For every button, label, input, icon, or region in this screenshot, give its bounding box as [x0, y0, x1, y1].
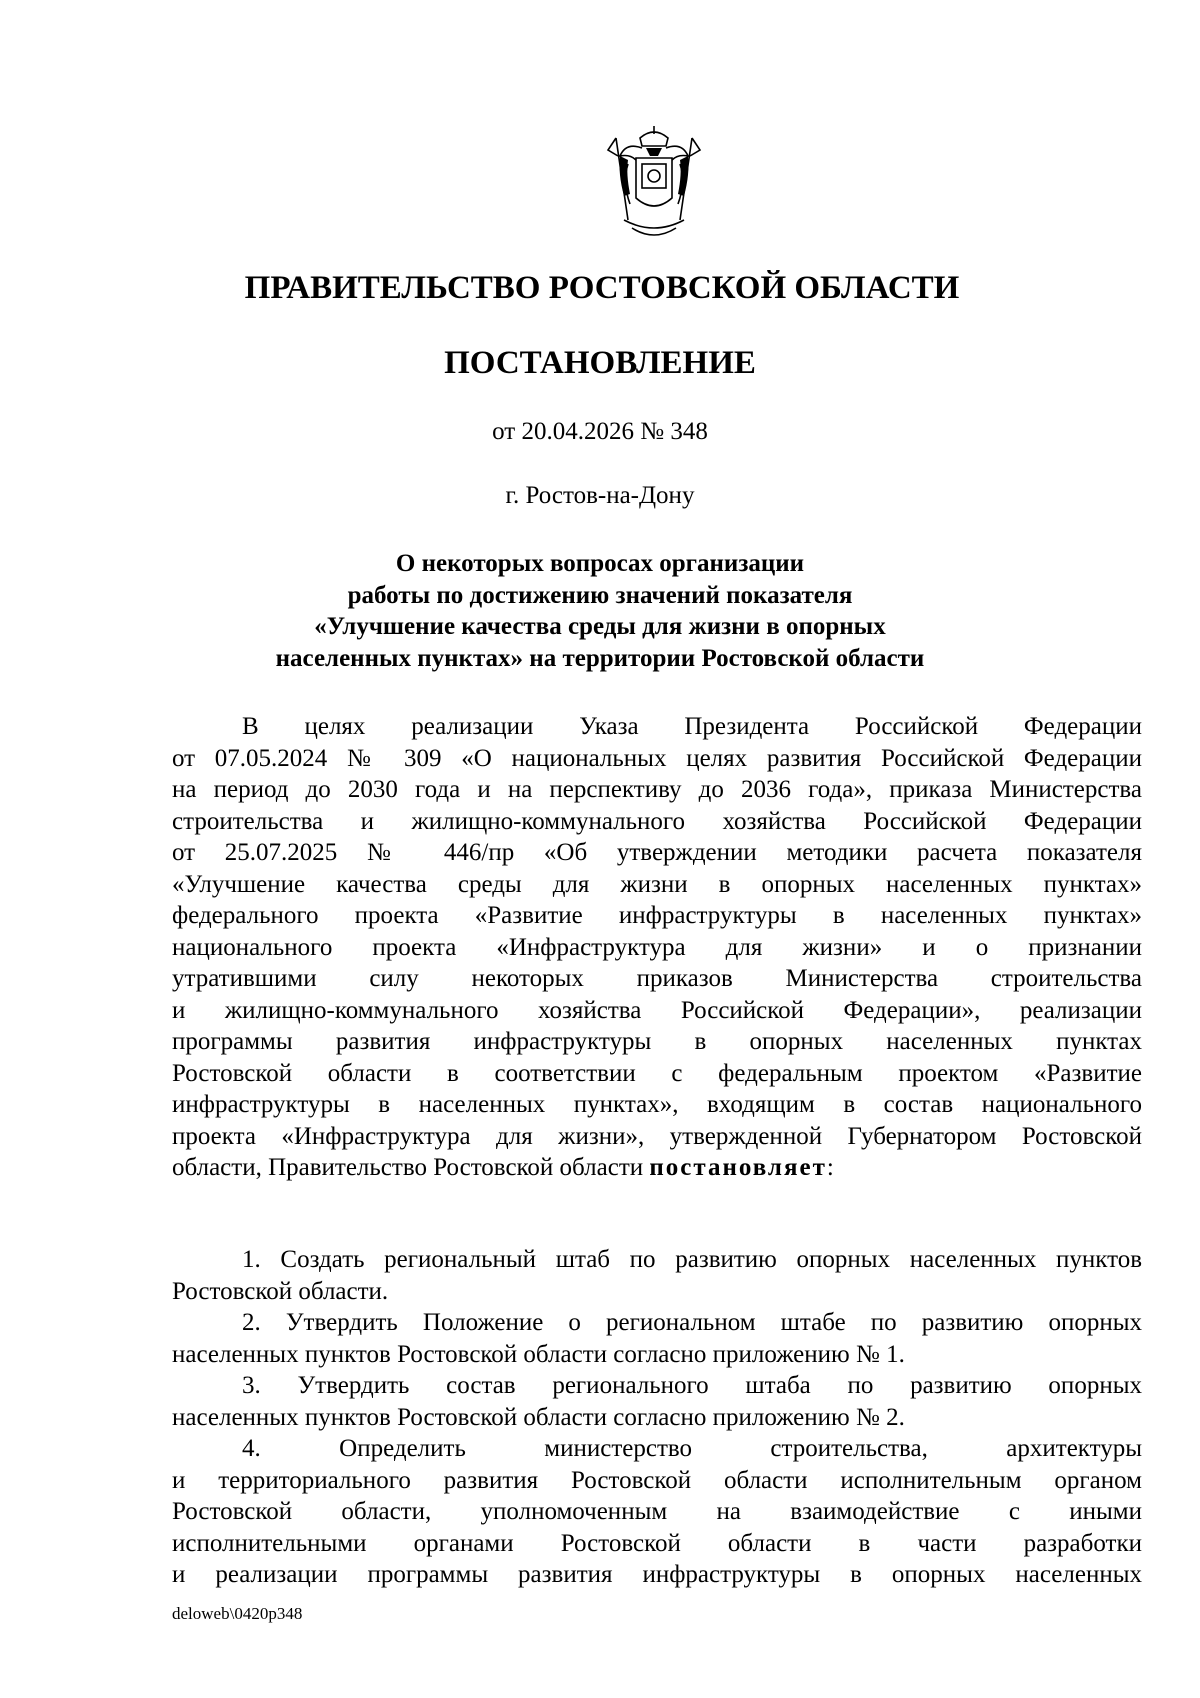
text-line: утратившими силу некоторых приказов Министерства строительства — [172, 965, 1142, 992]
text-line: проекта «Инфраструктура для жизни», утвержденной Губернатором Ростовской — [172, 1122, 1142, 1150]
file-reference: deloweb\0420p348 — [172, 1604, 303, 1623]
text-line: национального проекта «Инфраструктура для жизни» и о признании — [172, 933, 1142, 961]
text-line: от 07.05.2024 № 309 «О национальных целях развития Российской Федерации — [172, 744, 1142, 772]
document-type: ПОСТАНОВЛЕНИЕ — [444, 345, 756, 381]
text-line: Ростовской области в соответствии с федеральным проектом «Развитие — [172, 1059, 1142, 1087]
item-line: населенных пунктов Ростовской области согласно приложению № 1. — [172, 1340, 905, 1368]
resolution-keyword: постановляет — [649, 1154, 827, 1181]
resolution-items — [172, 1244, 1142, 1591]
text-line: «Улучшение качества среды для жизни в опорных населенных пунктах» — [172, 870, 1142, 898]
item-line: Ростовской области, уполномоченным на взаимодействие с иными — [172, 1498, 1142, 1525]
text-line: инфраструктуры в населенных пунктах», входящим в состав национального — [172, 1091, 1142, 1118]
text-line: федерального проекта «Развитие инфраструктуры в населенных пунктах» — [172, 902, 1142, 929]
text-line-start: области, Правительство Ростовской области — [172, 1154, 644, 1181]
document-subject — [0, 548, 1200, 674]
item-line: Ростовской области. — [172, 1277, 389, 1305]
subject-line: «Улучшение качества среды для жизни в опорных — [314, 613, 886, 640]
text-line: программы развития инфраструктуры в опорных населенных пунктах — [172, 1028, 1142, 1055]
keyword-colon: : — [826, 1154, 834, 1181]
document-date-number: от 20.04.2026 № 348 — [492, 418, 708, 445]
preamble-paragraph — [172, 711, 1142, 1184]
text-line: В целях реализации Указа Президента Российской Федерации — [242, 713, 1142, 740]
item-line: 1. Создать региональный штаб по развитию опорных населенных пунктов — [242, 1246, 1142, 1273]
text-line: от 25.07.2025 № 446/пр «Об утверждении методики расчета показателя — [172, 839, 1142, 866]
item-line: и реализации программы развития инфраструктуры в опорных населенных — [172, 1561, 1142, 1588]
item-line: и территориального развития Ростовской области исполнительным органом — [172, 1466, 1142, 1494]
item-line: 4. Определить министерство строительства, архитектуры — [242, 1435, 1142, 1462]
text-line-final — [172, 1152, 1142, 1184]
item-line: исполнительными органами Ростовской области в части разработки — [172, 1529, 1142, 1557]
organization-title: ПРАВИТЕЛЬСТВО РОСТОВСКОЙ ОБЛАСТИ — [244, 270, 960, 306]
subject-line: работы по достижению значений показателя — [347, 581, 853, 609]
item-line: населенных пунктов Ростовской области согласно приложению № 2. — [172, 1403, 905, 1431]
text-line: строительства и жилищно-коммунального хозяйства Российской Федерации — [172, 807, 1142, 835]
document-city: г. Ростов-на-Дону — [505, 482, 695, 509]
subject-line: населенных пунктах» на территории Ростовской области — [275, 644, 925, 672]
text-line: на период до 2030 года и на перспективу до 2036 года», приказа Министерства — [172, 776, 1142, 803]
text-line: и жилищно-коммунального хозяйства Российской Федерации», реализации — [172, 996, 1142, 1024]
subject-line: О некоторых вопросах организации — [395, 550, 805, 577]
item-line: 3. Утвердить состав регионального штаба по развитию опорных — [242, 1372, 1142, 1399]
coat-of-arms-icon — [606, 124, 702, 244]
item-line: 2. Утвердить Положение о региональном штабе по развитию опорных — [242, 1309, 1142, 1336]
